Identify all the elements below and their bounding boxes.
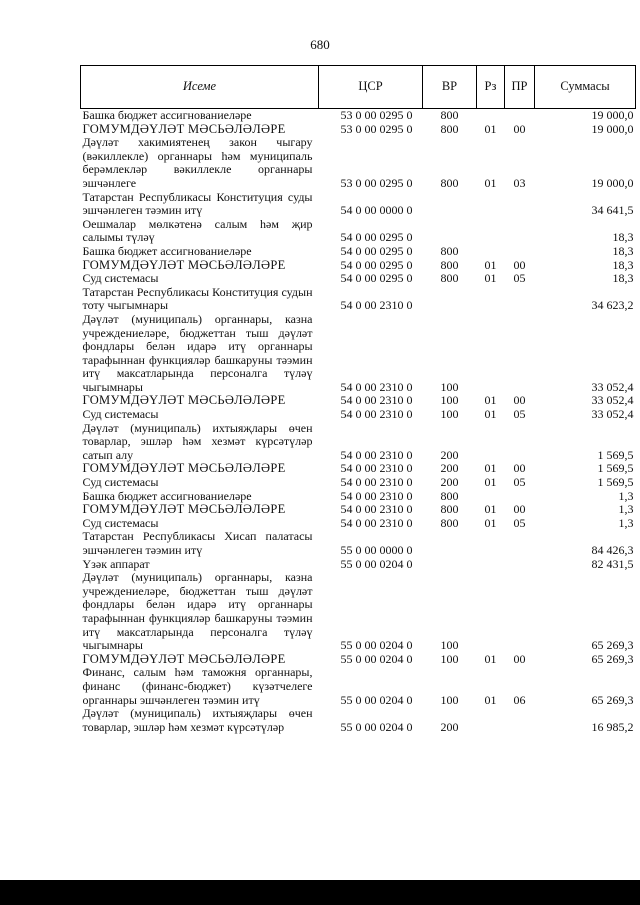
table-row	[81, 218, 636, 245]
cell-rz	[477, 558, 505, 572]
header-vr: ВР	[423, 66, 477, 109]
cell-pr	[505, 530, 535, 557]
cell-name: Татарстан Республикасы Конституция судын тоту чыгымнары	[82, 284, 313, 313]
cell-vr: 800	[440, 243, 459, 258]
table-row	[81, 272, 636, 286]
cell-sum: 1,3	[618, 502, 634, 517]
cell-csr: 54 0 00 2310 0	[340, 515, 413, 530]
cell-vr: 200	[440, 447, 459, 462]
cell-rz: 01	[484, 257, 497, 272]
cell-sum: 1,3	[618, 515, 634, 530]
cell-name: Башка бюджет ассигнованиеләре	[82, 108, 252, 122]
cell-csr: 53 0 00 0295 0	[340, 108, 413, 122]
cell-csr: 54 0 00 2310 0	[340, 407, 413, 422]
cell-rz	[477, 218, 505, 245]
cell-vr	[423, 218, 477, 245]
table-row	[81, 490, 636, 504]
cell-pr: 00	[513, 461, 526, 476]
cell-pr	[505, 558, 535, 572]
cell-pr	[505, 218, 535, 245]
cell-vr: 800	[440, 121, 459, 136]
cell-pr	[505, 191, 535, 218]
cell-sum: 18,3	[612, 230, 634, 245]
cell-rz: 01	[484, 175, 497, 190]
cell-vr: 800	[440, 271, 459, 286]
cell-rz: 01	[484, 475, 497, 490]
cell-csr: 54 0 00 2310 0	[340, 447, 413, 462]
cell-rz	[477, 109, 505, 123]
table-row	[81, 476, 636, 490]
cell-pr: 06	[513, 692, 526, 707]
page-number: 680	[310, 37, 330, 52]
cell-vr: 800	[440, 502, 459, 517]
cell-pr: 00	[513, 257, 526, 272]
table-row	[81, 109, 636, 123]
cell-rz: 01	[484, 651, 497, 666]
cell-sum: 18,3	[612, 243, 634, 258]
cell-pr: 03	[513, 175, 526, 190]
table-row	[81, 313, 636, 395]
cell-rz	[477, 530, 505, 557]
cell-name: Башка бюджет ассигнованиеләре	[82, 243, 252, 258]
cell-vr: 100	[440, 379, 459, 394]
cell-vr	[423, 558, 477, 572]
cell-csr: 54 0 00 0295 0	[340, 257, 413, 272]
header-sum: Суммасы	[535, 66, 636, 109]
cell-vr: 800	[440, 488, 459, 503]
table-row	[81, 123, 636, 137]
cell-csr: 55 0 00 0204 0	[340, 556, 413, 571]
table-row	[81, 422, 636, 463]
cell-csr: 54 0 00 2310 0	[340, 298, 413, 313]
cell-sum: 84 426,3	[591, 543, 634, 557]
cell-csr: 54 0 00 2310 0	[340, 502, 413, 517]
header-name: Исеме	[81, 66, 319, 109]
cell-name: Суд системасы	[82, 407, 159, 422]
cell-pr: 05	[513, 475, 526, 490]
cell-vr: 800	[440, 175, 459, 190]
cell-sum: 1 569,5	[597, 461, 634, 476]
cell-name: Дәүләт (муниципаль) ихтыяҗлары өчен товарлар, эшләр һәм хезмәт күрсәтүләр сатып алу	[82, 420, 313, 462]
table-header-row	[81, 66, 636, 109]
cell-vr: 100	[440, 407, 459, 422]
table-row	[81, 653, 636, 667]
cell-pr: 00	[513, 651, 526, 666]
cell-csr: 55 0 00 0204 0	[340, 719, 413, 734]
cell-csr: 54 0 00 0295 0	[340, 230, 413, 245]
cell-name: ГОМУМДӘҮЛӘТ МӘСЬӘЛӘЛӘРЕ	[82, 502, 286, 517]
table-row	[81, 245, 636, 259]
header-pr: ПР	[505, 66, 535, 109]
cell-csr: 55 0 00 0204 0	[340, 638, 413, 653]
cell-name: Дәүләт (муниципаль) ихтыяҗлары өчен товарлар, эшләр һәм хезмәт күрсәтүләр	[82, 706, 313, 734]
table-row	[81, 666, 636, 707]
cell-sum: 65 269,3	[591, 638, 634, 653]
cell-pr	[505, 109, 535, 123]
cell-csr: 55 0 00 0204 0	[340, 692, 413, 707]
cell-pr: 05	[513, 407, 526, 422]
cell-vr: 100	[440, 393, 459, 408]
cell-vr	[423, 530, 477, 557]
cell-vr: 200	[440, 461, 459, 476]
cell-name: Татарстан Республикасы Конституция суды эшчәнлеген тәэмин итү	[82, 189, 313, 218]
cell-pr: 00	[513, 121, 526, 136]
cell-csr: 53 0 00 0295 0	[340, 121, 413, 136]
cell-sum: 19 000,0	[591, 121, 634, 136]
cell-sum: 18,3	[612, 271, 634, 286]
cell-name: Суд системасы	[82, 271, 159, 286]
cell-sum: 34 641,5	[591, 203, 634, 218]
cell-rz: 01	[484, 502, 497, 517]
cell-sum: 19 000,0	[591, 175, 634, 190]
cell-name: Дәүләт (муниципаль) органнары, казна учреждениеләре, бюджеттан тыш дәүләт фондлары белән идарә итү органнары тарафыннан функцияләр башкаруны тәэмин итү максатларында персоналга түләү чыгымнары	[82, 570, 313, 653]
cell-rz	[477, 490, 505, 504]
cell-sum: 18,3	[612, 257, 634, 272]
table-row	[81, 136, 636, 190]
cell-rz: 01	[484, 121, 497, 136]
cell-name: ГОМУМДӘҮЛӘТ МӘСЬӘЛӘЛӘРЕ	[82, 121, 286, 136]
cell-vr: 200	[440, 719, 459, 734]
cell-csr: 54 0 00 2310 0	[340, 393, 413, 408]
budget-table-wrapper	[80, 65, 635, 734]
scan-bottom-edge	[0, 880, 640, 905]
cell-name: Үзәк аппарат	[82, 556, 150, 571]
cell-rz	[477, 313, 505, 395]
cell-csr: 54 0 00 0295 0	[340, 271, 413, 286]
cell-csr: 55 0 00 0000 0	[340, 543, 413, 557]
cell-vr: 100	[440, 638, 459, 653]
cell-pr: 05	[513, 271, 526, 286]
cell-vr: 100	[440, 651, 459, 666]
cell-vr: 800	[440, 257, 459, 272]
table-row	[81, 191, 636, 218]
cell-rz: 01	[484, 271, 497, 286]
cell-sum: 33 052,4	[591, 379, 634, 394]
cell-name: ГОМУМДӘҮЛӘТ МӘСЬӘЛӘЛӘРЕ	[82, 461, 286, 476]
cell-sum: 1 569,5	[597, 447, 634, 462]
cell-rz	[477, 191, 505, 218]
cell-pr: 00	[513, 393, 526, 408]
cell-rz	[477, 707, 505, 734]
table-row	[81, 517, 636, 531]
cell-pr	[505, 245, 535, 259]
table-row	[81, 408, 636, 422]
table-row	[81, 286, 636, 313]
header-csr: ЦСР	[319, 66, 423, 109]
cell-pr	[505, 490, 535, 504]
cell-vr: 800	[440, 108, 459, 122]
cell-name: Финанс, салым һәм таможня органнары, финанс (финанс-бюджет) күзәтчелеге органнары эшчәнлеген тәэмин итү	[82, 665, 313, 707]
cell-name: ГОМУМДӘҮЛӘТ МӘСЬӘЛӘЛӘРЕ	[82, 651, 286, 666]
cell-name: Башка бюджет ассигнованиеләре	[82, 488, 252, 503]
cell-sum: 1,3	[618, 488, 634, 503]
table-row	[81, 503, 636, 517]
cell-vr: 800	[440, 515, 459, 530]
cell-pr	[505, 286, 535, 313]
cell-csr: 54 0 00 2310 0	[340, 461, 413, 476]
cell-vr: 200	[440, 475, 459, 490]
cell-rz	[477, 422, 505, 463]
cell-csr: 54 0 00 2310 0	[340, 488, 413, 503]
cell-sum: 33 052,4	[591, 393, 634, 408]
cell-csr: 54 0 00 2310 0	[340, 475, 413, 490]
cell-sum: 1 569,5	[597, 475, 634, 490]
table-row	[81, 394, 636, 408]
table-row	[81, 707, 636, 734]
cell-name: Дәүләт (муниципаль) органнары, казна учреждениеләре, бюджеттан тыш дәүләт фондлары белән идарә итү органнары тарафыннан функцияләр башкаруны тәэмин итү максатларында персоналга түләү чыгымнары	[82, 311, 313, 394]
cell-pr: 00	[513, 502, 526, 517]
cell-sum: 34 623,2	[591, 298, 634, 313]
cell-rz: 01	[484, 461, 497, 476]
cell-rz	[477, 286, 505, 313]
cell-pr	[505, 422, 535, 463]
cell-name: ГОМУМДӘҮЛӘТ МӘСЬӘЛӘЛӘРЕ	[82, 257, 286, 272]
cell-name: Оешмалар мөлкәтенә салым һәм җир салымы түләү	[82, 216, 313, 245]
cell-csr: 53 0 00 0295 0	[340, 175, 413, 190]
table-row	[81, 558, 636, 572]
cell-pr	[505, 707, 535, 734]
table-row	[81, 259, 636, 273]
cell-sum: 65 269,3	[591, 651, 634, 666]
cell-pr	[505, 313, 535, 395]
cell-pr: 05	[513, 515, 526, 530]
cell-rz: 01	[484, 407, 497, 422]
cell-rz: 01	[484, 692, 497, 707]
cell-vr	[423, 286, 477, 313]
header-rz: Рз	[477, 66, 505, 109]
cell-csr: 54 0 00 2310 0	[340, 379, 413, 394]
cell-name: Суд системасы	[82, 475, 159, 490]
cell-name: Суд системасы	[82, 515, 159, 530]
table-row	[81, 462, 636, 476]
cell-vr: 100	[440, 692, 459, 707]
cell-rz: 01	[484, 515, 497, 530]
cell-csr: 55 0 00 0204 0	[340, 651, 413, 666]
cell-rz	[477, 245, 505, 259]
cell-sum: 65 269,3	[591, 692, 634, 707]
cell-name: Дәүләт хакимиятенең закон чыгару (вәкиллекле) органнары һәм муниципаль берәмлекләр вәкиллекле органнары эшчәнлеге	[82, 135, 313, 190]
cell-rz	[477, 571, 505, 653]
cell-vr	[423, 191, 477, 218]
cell-csr: 54 0 00 0000 0	[340, 203, 413, 218]
cell-pr	[505, 571, 535, 653]
cell-sum: 16 985,2	[591, 719, 634, 734]
cell-sum: 33 052,4	[591, 407, 634, 422]
cell-csr: 54 0 00 0295 0	[340, 243, 413, 258]
table-row	[81, 530, 636, 557]
cell-sum: 19 000,0	[591, 108, 634, 122]
budget-table	[80, 65, 636, 734]
cell-rz: 01	[484, 393, 497, 408]
cell-name: Татарстан Республикасы Хисап палатасы эшчәнлеген тәэмин итү	[82, 529, 313, 557]
table-row	[81, 571, 636, 653]
cell-name: ГОМУМДӘҮЛӘТ МӘСЬӘЛӘЛӘРЕ	[82, 393, 286, 408]
cell-sum: 82 431,5	[591, 556, 634, 571]
